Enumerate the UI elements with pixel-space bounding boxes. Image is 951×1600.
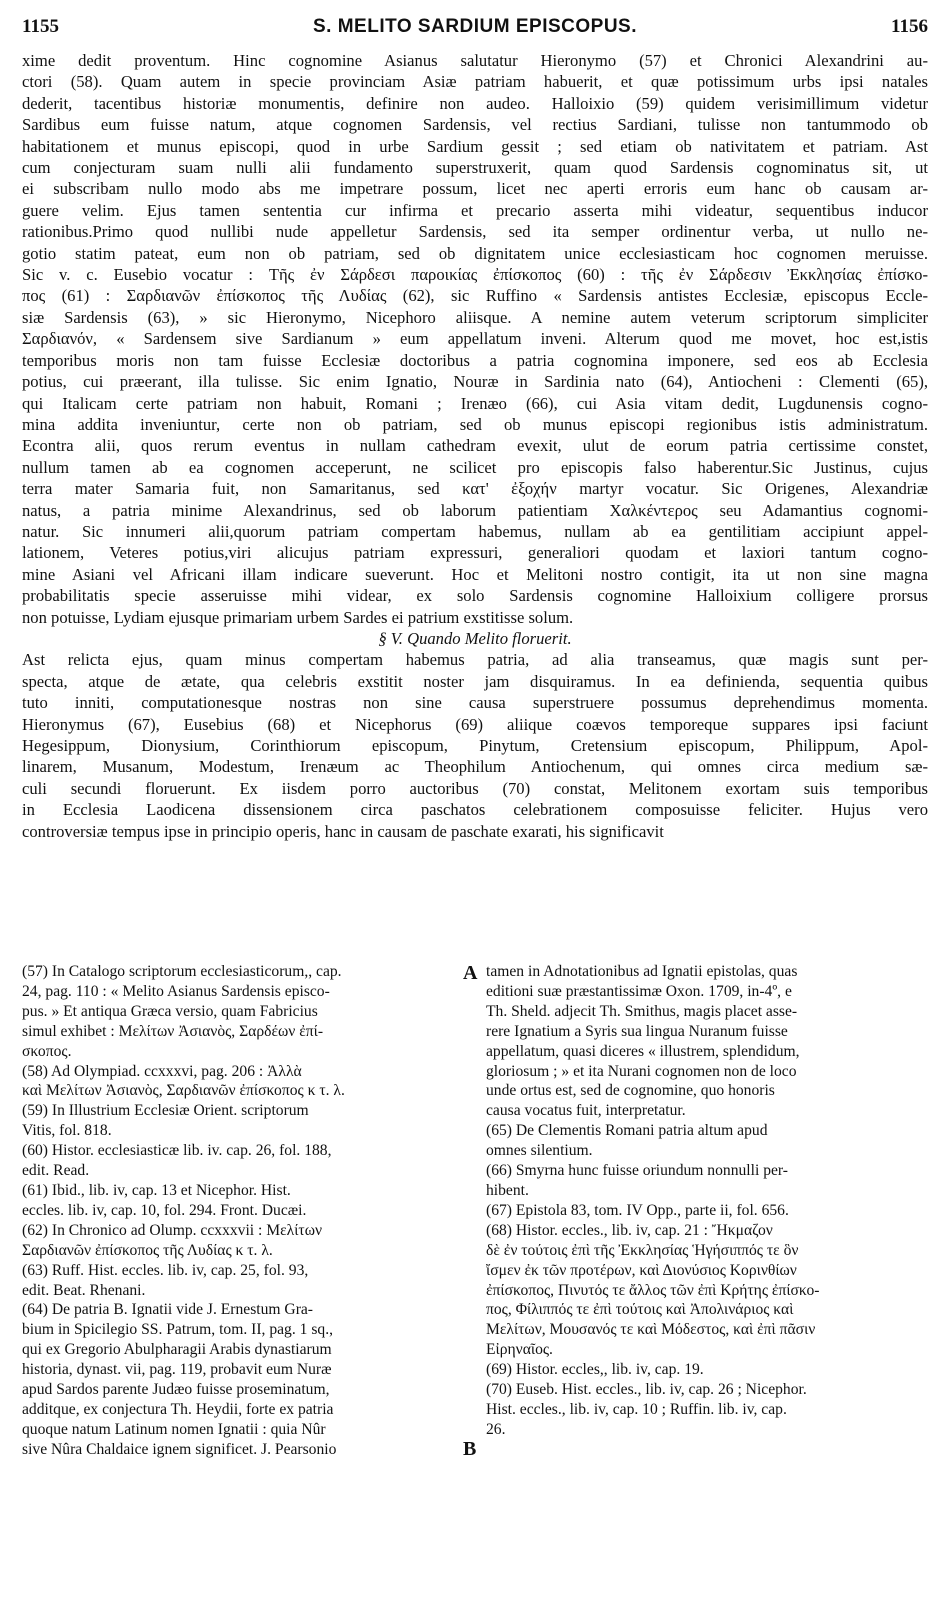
footnote-line: simul exhibet : Μελίτων Ἀσιανὸς, Σαρδέων ἐπί- <box>22 1022 324 1040</box>
page-number-left: 1155 <box>22 16 59 37</box>
text-line: Sic v. c. Eusebio vocatur : Τῆς ἐν Σάρδεσι παροικίας ἐπίσκοπος (60) : τῆς ἐν Σάρδεσιν Ἐκκλησίας ἐπίσκο- <box>22 265 928 285</box>
footnote-line: bium in Spicilegio SS. Patrum, tom. II, pag. 1 sq., <box>22 1321 334 1339</box>
text-line: ctori (58). Quam autem in specie provinciam Asiæ patriam habuerit, et quæ potissimum urbs ipsi natales <box>22 72 928 92</box>
footnote-line: historia, dynast. vii, pag. 119, probavit eum Nuræ <box>22 1361 332 1379</box>
text-line: terra mater Samaria fuit, non Samaritanus, sed κατ' ἐξοχήν martyr vocatur. Sic Origenes, Alexandriæ <box>22 479 928 499</box>
text-line: temporibus moris non tam fuisse Ecclesiæ doctoribus a patria cognomina imponere, sed eos ab Ecclesia <box>22 350 928 370</box>
footnote-line: δὲ ἐν τούτοις ἐπὶ τῆς Ἐκκλησίας Ἡγήσιππός τε ὃν <box>486 1241 799 1259</box>
footnote-line: sive Nûra Chaldaice ignem significet. J. Pearsonio <box>22 1440 337 1458</box>
text-line: natur. Sic innumeri alii,quorum patriam compertam habemus, nullam ab ea gentilitiam accipiunt appel- <box>22 521 928 541</box>
footnote-line: (58) Ad Olympiad. ccxxxvi, pag. 206 : Ἀλλὰ <box>22 1062 302 1080</box>
footnote-line: καὶ Μελίτων Ἀσιανὸς, Σαρδιανῶν ἐπίσκοπος κ τ. λ. <box>22 1082 345 1100</box>
margin-marker-a: A <box>463 962 478 984</box>
text-line: Hegesippum, Dionysium, Corinthiorum episcopum, Pinytum, Cretensium episcopum, Philippum, Apol- <box>22 736 928 755</box>
text-line: ei subscribam nullo modo abs me impetrare possum, licet nec aperti erroris eum hanc ob causam ar- <box>22 179 928 199</box>
text-line: lationem, Veteres potius,viri alicujus patriam expressuri, generaliori quodam et laxiori tantum cogno- <box>22 543 928 563</box>
page-number-right: 1156 <box>891 16 928 37</box>
footnote-line: apud Sardos parente Judæo fuisse proseminatum, <box>22 1381 330 1399</box>
text-line: rationibus.Primo quod nullibi nude appelletur Sardensis, sed ita semper ordinentur verba, ut nullo ne- <box>22 222 928 242</box>
text-line: πος (61) : Σαρδιανῶν ἐπίσκοπος τῆς Λυδίας (62), sic Ruffino « Sardensis antistes Ecclesiæ, episcopus Eccle- <box>22 286 928 306</box>
footnote-line: (65) De Clementis Romani patria altum apud <box>486 1122 768 1140</box>
text-line: guere velim. Ejus tamen sententia cur infirma et precario asserta mihi videatur, sequentibus inducor <box>22 200 928 220</box>
footnote-line: qui ex Gregorio Abulpharagii Arabis dynastiarum <box>22 1341 332 1359</box>
text-line: probabilitatis specie asseruisse mihi videar, ex solo Sardensis cognomine Halloixium colligere prorsus <box>22 586 928 606</box>
text-line: mine Asiani vel Africani illam indicare sueverunt. Hoc et Melitoni nostro contigit, ita ut non sine magna <box>22 564 928 584</box>
text-line: gotio statim pateat, eum non ob patriam, sed ob dignitatem unice ecclesiasticam hoc cognomen meruisse. <box>22 243 928 263</box>
footnote-line: additque, ex conjectura Th. Heydii, forte ex patria <box>22 1400 334 1418</box>
footnote-line: eccles. lib. iv, cap. 10, fol. 294. Front. Ducæi. <box>22 1201 307 1219</box>
footnote-line: pus. » Et antiqua Græca versio, quam Fabricius <box>22 1002 318 1020</box>
footnote-line: quoque natum Latinum nomen Ignatii : quia Nûr <box>22 1420 326 1438</box>
page-header <box>22 16 928 40</box>
main-paragraph <box>22 50 928 628</box>
footnotes-right-column <box>486 962 926 1440</box>
footnote-line: Hist. eccles., lib. iv, cap. 10 ; Ruffin. lib. iv, cap. <box>486 1400 787 1418</box>
footnote-line: πος, Φίλιππός τε ἐπὶ τούτοις καὶ Ἀπολινάριος καὶ <box>486 1301 794 1319</box>
text-line: Σαρδιανόν, « Sardensem sive Sardianum » eum appellatum inveni. Alterum quod me movet, hoc est,istis <box>22 329 928 349</box>
text-line: potius, cui præerant, illa tulisse. Sic enim Ignatio, Nouræ in Sardinia nato (64), Antiocheni : Clementi (65), <box>22 372 928 392</box>
margin-marker-b: B <box>463 1438 477 1460</box>
footnote-line: unde ortus est, sed de cognomine, quo honoris <box>486 1082 775 1100</box>
footnote-line: (64) De patria B. Ignatii vide J. Ernestum Gra- <box>22 1301 313 1319</box>
footnote-line: (59) In Illustrium Ecclesiæ Orient. scriptorum <box>22 1102 309 1120</box>
footnote-line: (61) Ibid., lib. iv, cap. 13 et Nicephor. Hist. <box>22 1181 291 1199</box>
footnote-line: (62) In Chronico ad Olump. ccxxxvii : Μελίτων <box>22 1221 323 1239</box>
text-line: cum conjecturam suam nulli alii fundamento superstruxerit, quam quod Sardensis cognominatus sit, ut <box>22 158 928 178</box>
footnote-line: 24, pag. 110 : « Melito Asianus Sardensis episco- <box>22 982 330 1000</box>
section-paragraph <box>22 649 928 842</box>
footnote-line: σκοπος. <box>22 1042 72 1060</box>
text-line: nullum tamen ab ea cognomen acceperunt, ne scilicet pro episcopis falso haberentur.Sic Justinus, cujus <box>22 457 928 477</box>
text-line: Ast relicta ejus, quam minus compertam habemus patria, ad alia transeamus, quæ magis sunt per- <box>22 650 928 670</box>
footnote-line: 26. <box>486 1420 506 1438</box>
text-line: Econtra alii, quos rerum eventus in nullam cathedram evexit, ulut de eorum patria certissime constet, <box>22 436 928 456</box>
footnote-line: (57) In Catalogo scriptorum ecclesiasticorum,, cap. <box>22 963 342 980</box>
text-line: Hieronymus (67), Eusebius (68) et Nicephorus (69) aliique coævos temporeque suppares ipsi faciunt <box>22 714 928 734</box>
text-line: tuto inniti, computationesque nostras non sine causa superstruere possumus deprehendimus momenta. <box>22 693 928 713</box>
text-line: specta, atque de ætate, qua celebris exstitit noster jam disquiramus. In ea definienda, sequentia quibus <box>22 671 928 691</box>
footnote-line: editioni suæ præstantissimæ Oxon. 1709, in-4º, e <box>486 982 792 1000</box>
text-line: dederit, tacentibus historiæ monumentis, definire non audeo. Halloixio (59) quidem verisimillimum videtur <box>22 93 928 113</box>
footnote-line: (70) Euseb. Hist. eccles., lib. iv, cap. 26 ; Nicephor. <box>486 1381 807 1399</box>
text-line: siæ Sardensis (63), » sic Hieronymo, Nicephoro aliisque. A nemine autem veterum scriptorum simpliciter <box>22 307 928 327</box>
footnote-line: (66) Smyrna hunc fuisse oriundum nonnulli per- <box>486 1162 788 1180</box>
footnote-line: hibent. <box>486 1181 529 1199</box>
main-text <box>22 50 928 842</box>
footnote-line: (69) Histor. eccles,, lib. iv, cap. 19. <box>486 1361 704 1379</box>
footnote-line: (68) Histor. eccles., lib. iv, cap. 21 : Ἤκμαζον <box>486 1221 773 1239</box>
footnote-line: Εἰρηναῖος. <box>486 1341 553 1359</box>
text-line: Sardibus eum fuisse natum, atque cognomen Sardensis, vel rectius Sardiani, tulisse non tantummodo ob <box>22 115 928 135</box>
footnote-line: Vitis, fol. 818. <box>22 1122 112 1140</box>
text-line: habitationem et munus episcopi, quod in urbe Sardium gessit ; sed etiam ob nativitatem et patriam. Ast <box>22 136 928 156</box>
running-title: S. MELITO SARDIUM EPISCOPUS. <box>312 16 638 37</box>
footnote-line: appellatum, quasi diceres « illustrem, splendidum, <box>486 1042 800 1060</box>
text-line: mina addita inveniuntur, certe non ob patriam, sed ob munus episcopi regionibus istis administratum. <box>22 414 928 434</box>
footnote-line: (60) Histor. ecclesiasticæ lib. iv. cap. 26, fol. 188, <box>22 1142 332 1160</box>
text-line: qui Italicam certe patriam non habuit, Romani ; Irenæo (66), cui Asia vitam dedit, Lugdunensis cogno- <box>22 393 928 413</box>
footnote-line: (67) Epistola 83, tom. IV Opp., parte ii, fol. 656. <box>486 1201 789 1219</box>
footnote-line: ἐπίσκοπος, Πινυτός τε ἄλλος τῶν ἐπὶ Κρήτης ἐπίσκο- <box>486 1281 820 1299</box>
text-line: controversiæ tempus ipse in principio operis, hanc in causam de paschate exarati, his significavit <box>22 821 664 841</box>
footnote-line: edit. Beat. Rhenani. <box>22 1281 146 1299</box>
footnote-line: causa vocatus fuit, interpretatur. <box>486 1102 686 1120</box>
text-line: non potuisse, Lydiam ejusque primariam urbem Sardes ei patrium exstitisse solum. <box>22 607 574 627</box>
footnote-line: Μελίτων, Μουσανός τε καὶ Μόδεστος, καὶ ἐπὶ πᾶσιν <box>486 1321 816 1339</box>
footnote-line: tamen in Adnotationibus ad Ignatii epistolas, quas <box>486 963 798 980</box>
text-line: natus, a patria minime Alexandrinus, sed ob laborum patientiam Χαλκέντερος seu Adamantius cognomi- <box>22 500 928 520</box>
text-line: xime dedit proventum. Hinc cognomine Asianus salutatur Hieronymo (57) et Chronici Alexandrini au- <box>22 51 928 70</box>
footnote-line: (63) Ruff. Hist. eccles. lib. iv, cap. 25, fol. 93, <box>22 1261 309 1279</box>
footnote-line: gloriosum ; » et ita Nurani cognomen non de loco <box>486 1062 797 1080</box>
footnotes-left-column <box>22 962 470 1460</box>
footnote-line: edit. Read. <box>22 1162 90 1180</box>
footnote-line: Th. Sheld. adjecit Th. Smithus, magis placet asse- <box>486 1002 798 1020</box>
footnote-line: ἴσμεν ἐκ τῶν προτέρων, καὶ Διονύσιος Κορινθίων <box>486 1261 797 1279</box>
text-line: in Ecclesia Laodicena dissensionem circa paschatos celebrationem composuisse feliciter. Hujus vero <box>22 800 928 820</box>
footnote-line: omnes silentium. <box>486 1142 593 1160</box>
footnote-line: rere Ignatium a Syris sua lingua Nuranum fuisse <box>486 1022 788 1040</box>
section-heading: § V. Quando Melito floruerit. <box>378 628 572 648</box>
text-line: culi secundi floruerunt. Ex iisdem porro auctoribus (70) constat, Melitonem exortam suis temporibus <box>22 778 928 798</box>
footnote-line: Σαρδιανῶν ἐπίσκοπος τῆς Λυδίας κ τ. λ. <box>22 1241 273 1259</box>
text-line: linarem, Musanum, Modestum, Irenæum ac Theophilum Antiochenum, qui omnes circa medium sæ- <box>22 757 928 777</box>
